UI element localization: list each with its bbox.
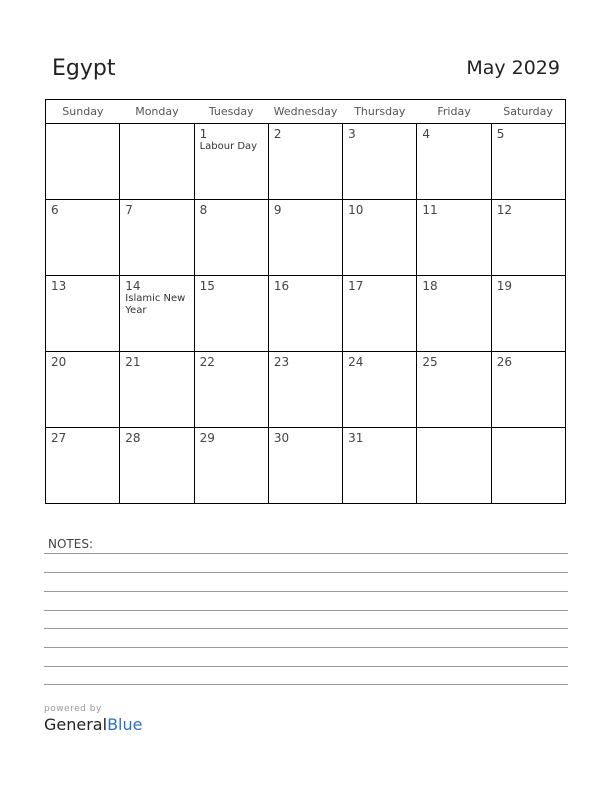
weekday-friday: Friday bbox=[417, 100, 491, 124]
day-number: 8 bbox=[199, 203, 208, 217]
day-cell bbox=[491, 428, 565, 504]
week-row bbox=[46, 352, 566, 428]
powered-by-text: powered by bbox=[44, 704, 102, 714]
day-number: 14 bbox=[125, 279, 141, 293]
brand-blue: Blue bbox=[107, 715, 143, 734]
weekday-thursday: Thursday bbox=[343, 100, 417, 124]
notes-line bbox=[44, 553, 568, 554]
day-cell bbox=[46, 428, 120, 504]
day-cell bbox=[417, 124, 491, 200]
day-number: 27 bbox=[51, 431, 67, 445]
notes-line bbox=[44, 572, 568, 573]
day-number: 2 bbox=[273, 127, 282, 141]
week-row bbox=[46, 276, 566, 352]
notes-label: NOTES: bbox=[48, 537, 93, 551]
day-cell bbox=[268, 124, 342, 200]
day-cell bbox=[343, 200, 417, 276]
day-cell bbox=[194, 352, 268, 428]
day-number: 25 bbox=[422, 355, 438, 369]
day-number: 6 bbox=[51, 203, 59, 217]
day-number: 23 bbox=[273, 355, 290, 369]
week-row bbox=[46, 124, 566, 200]
day-cell bbox=[343, 352, 417, 428]
day-number: 7 bbox=[125, 203, 133, 217]
day-number: 21 bbox=[125, 355, 141, 369]
notes-line bbox=[44, 666, 568, 667]
calendar-grid bbox=[45, 99, 566, 504]
weekday-saturday: Saturday bbox=[491, 100, 565, 124]
holiday-label: Labour Day bbox=[199, 141, 258, 152]
notes-line bbox=[44, 610, 568, 611]
week-row bbox=[46, 200, 566, 276]
day-cell bbox=[194, 200, 268, 276]
day-number: 22 bbox=[199, 355, 215, 369]
weekday-wednesday: Wednesday bbox=[268, 100, 342, 124]
day-cell bbox=[491, 276, 565, 352]
day-number: 17 bbox=[348, 279, 364, 293]
day-number: 29 bbox=[199, 431, 215, 445]
notes-line bbox=[44, 591, 568, 592]
day-cell bbox=[46, 200, 120, 276]
day-cell bbox=[120, 200, 194, 276]
day-cell bbox=[491, 200, 565, 276]
day-cell bbox=[268, 352, 342, 428]
weekday-sunday: Sunday bbox=[46, 100, 120, 124]
day-cell bbox=[120, 124, 194, 200]
day-number: 15 bbox=[199, 279, 215, 293]
day-cell bbox=[120, 352, 194, 428]
day-number: 16 bbox=[273, 279, 290, 293]
day-cell bbox=[417, 428, 491, 504]
day-cell bbox=[46, 352, 120, 428]
day-number: 13 bbox=[51, 279, 67, 293]
day-number: 18 bbox=[422, 279, 438, 293]
notes-line bbox=[44, 647, 568, 648]
day-cell bbox=[491, 352, 565, 428]
week-row bbox=[46, 428, 566, 504]
day-number: 9 bbox=[273, 203, 282, 217]
day-number: 11 bbox=[422, 203, 438, 217]
day-cell bbox=[343, 276, 417, 352]
day-number: 1 bbox=[199, 127, 208, 141]
day-cell bbox=[343, 428, 417, 504]
day-number: 12 bbox=[496, 203, 512, 217]
brand-logo bbox=[44, 715, 142, 734]
brand-general: General bbox=[44, 715, 108, 734]
day-number: 24 bbox=[348, 355, 364, 369]
day-number: 28 bbox=[125, 431, 141, 445]
day-cell bbox=[268, 200, 342, 276]
day-number: 26 bbox=[496, 355, 512, 369]
holiday-label: Islamic New Year bbox=[125, 293, 186, 316]
day-cell bbox=[417, 276, 491, 352]
day-cell bbox=[194, 428, 268, 504]
notes-line bbox=[44, 684, 568, 685]
day-cell bbox=[46, 276, 120, 352]
day-cell bbox=[268, 428, 342, 504]
day-number: 10 bbox=[348, 203, 364, 217]
day-cell bbox=[194, 276, 268, 352]
day-number: 30 bbox=[273, 431, 290, 445]
weekday-tuesday: Tuesday bbox=[194, 100, 268, 124]
day-cell bbox=[120, 428, 194, 504]
notes-line bbox=[44, 628, 568, 629]
day-number: 3 bbox=[348, 127, 356, 141]
weekday-monday: Monday bbox=[120, 100, 194, 124]
day-number: 20 bbox=[51, 355, 67, 369]
day-cell bbox=[120, 276, 194, 352]
brand-footer bbox=[44, 704, 142, 734]
day-number: 19 bbox=[496, 279, 512, 293]
day-number: 4 bbox=[422, 127, 431, 141]
day-cell bbox=[491, 124, 565, 200]
day-cell bbox=[46, 124, 120, 200]
day-cell bbox=[268, 276, 342, 352]
day-cell bbox=[417, 200, 491, 276]
weekday-header-row bbox=[46, 100, 566, 124]
day-number: 5 bbox=[496, 127, 505, 141]
country-title: Egypt bbox=[52, 56, 116, 81]
day-cell bbox=[417, 352, 491, 428]
month-year-title: May 2029 bbox=[466, 57, 560, 79]
day-cell bbox=[343, 124, 417, 200]
day-number: 31 bbox=[348, 431, 364, 445]
day-cell bbox=[194, 124, 268, 200]
